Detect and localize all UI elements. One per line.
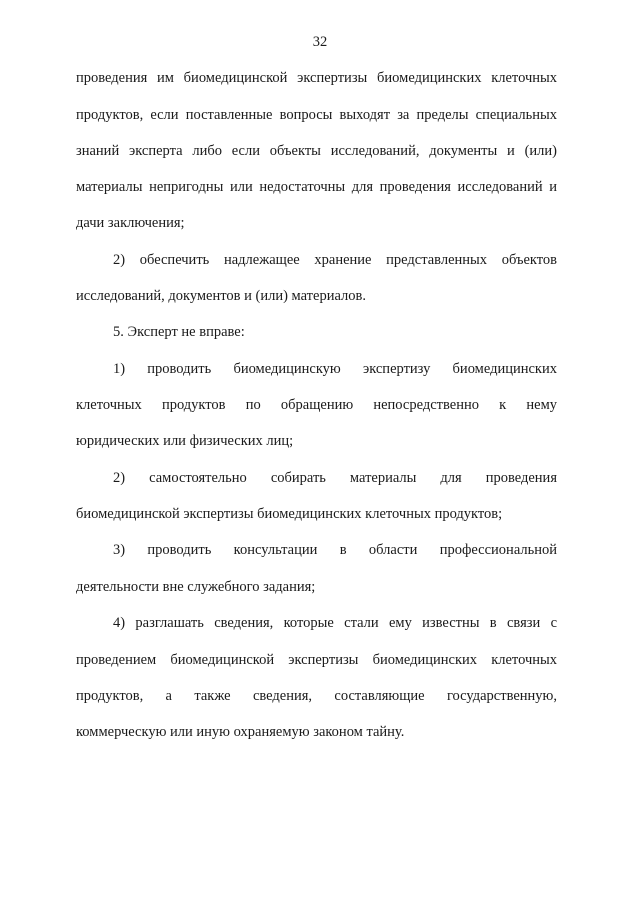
text-line: проведением биомедицинской экспертизы биомедицинских клеточных bbox=[76, 652, 557, 668]
text-line: исследований, документов и (или) материалов. bbox=[76, 288, 366, 304]
text-line: продуктов, а также сведения, составляющие государственную, bbox=[76, 688, 557, 704]
text-line: 2) обеспечить надлежащее хранение представленных объектов bbox=[113, 252, 557, 268]
text-line: 1) проводить биомедицинскую экспертизу биомедицинских bbox=[113, 361, 557, 377]
text-line: коммерческую или иную охраняемую законом тайну. bbox=[76, 724, 405, 740]
text-line: 2) самостоятельно собирать материалы для проведения bbox=[113, 470, 557, 486]
text-line: продуктов, если поставленные вопросы выходят за пределы специальных bbox=[76, 107, 557, 123]
page-number: 32 bbox=[312, 34, 328, 50]
text-line: знаний эксперта либо если объекты исследований, документы и (или) bbox=[76, 143, 557, 159]
section-heading: 5. Эксперт не вправе: bbox=[113, 324, 245, 340]
text-line: деятельности вне служебного задания; bbox=[76, 579, 316, 595]
text-line: 3) проводить консультации в области профессиональной bbox=[113, 542, 557, 558]
text-line: материалы непригодны или недостаточны для проведения исследований и bbox=[76, 179, 557, 195]
text-line: клеточных продуктов по обращению непосредственно к нему bbox=[76, 397, 557, 413]
text-line: юридических или физических лиц; bbox=[76, 433, 294, 449]
text-line: дачи заключения; bbox=[76, 215, 185, 231]
text-line: проведения им биомедицинской экспертизы биомедицинских клеточных bbox=[76, 70, 557, 86]
text-line: 4) разглашать сведения, которые стали ему известны в связи с bbox=[113, 615, 557, 631]
text-line: биомедицинской экспертизы биомедицинских клеточных продуктов; bbox=[76, 506, 503, 522]
